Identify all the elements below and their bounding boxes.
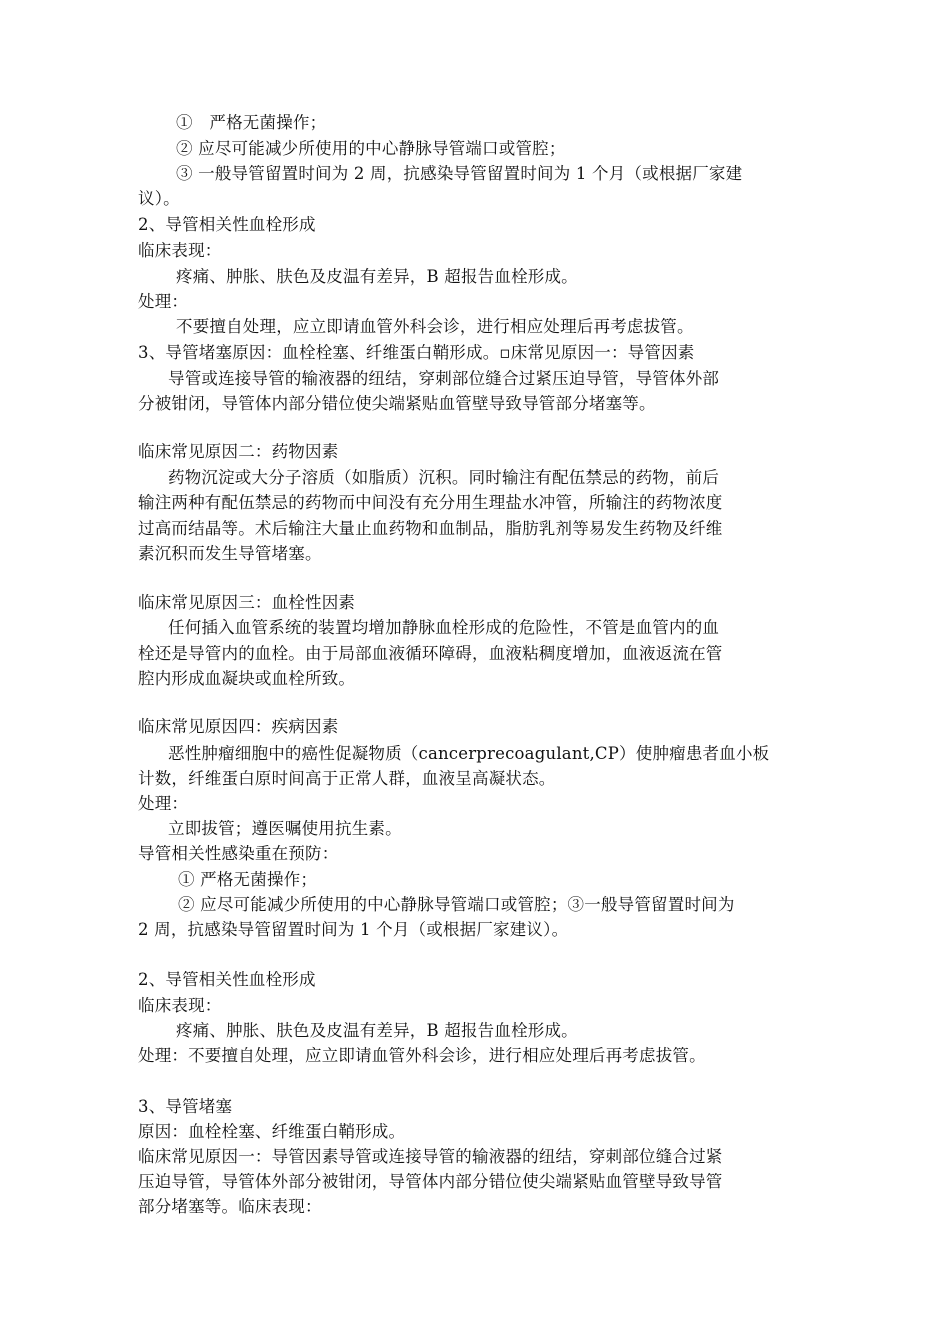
subheading: 临床常见原因三：血栓性因素: [138, 593, 356, 612]
subheading: 临床常见原因二：药物因素: [138, 442, 339, 461]
paragraph-line: 任何插入血管系统的装置均增加静脉血栓形成的危险性，不管是血管内的血: [168, 618, 720, 637]
list-item-3: ③ 一般导管留置时间为 2 周，抗感染导管留置时间为 1 个月（或根据厂家建: [176, 164, 743, 183]
subheading: 临床表现：: [138, 241, 222, 260]
paragraph-line: 分被钳闭，导管体内部分错位使尖端紧贴血管壁导致导管部分堵塞等。: [138, 394, 656, 413]
subheading: 处理：: [138, 292, 189, 311]
paragraph-line: 栓还是导管内的血栓。由于局部血液循环障碍，血液粘稠度增加，血液返流在管: [138, 644, 723, 663]
paragraph-line: 输注两种有配伍禁忌的药物而中间没有充分用生理盐水冲管，所输注的药物浓度: [138, 493, 723, 512]
subheading: 临床常见原因四：疾病因素: [138, 717, 339, 736]
paragraph-line: 过高而结晶等。术后输注大量止血药物和血制品，脂肪乳剂等易发生药物及纤维: [138, 519, 723, 538]
paragraph-line: 原因：血栓栓塞、纤维蛋白鞘形成。: [138, 1122, 406, 1141]
paragraph-line: 议）。: [138, 189, 180, 208]
paragraph-line: 临床常见原因一：导管因素导管或连接导管的输液器的纽结，穿刺部位缝合过紧: [138, 1147, 723, 1166]
paragraph-line: 疼痛、肿胀、肤色及皮温有差异，B 超报告血栓形成。: [176, 1021, 578, 1040]
list-item-1: ① 严格无菌操作；: [176, 113, 327, 132]
subheading: 处理：: [138, 794, 189, 813]
paragraph-line: 压迫导管，导管体外部分被钳闭，导管体内部分错位使尖端紧贴血管壁导致导管: [138, 1172, 723, 1191]
section-heading: 3、导管堵塞: [138, 1097, 233, 1116]
subheading: 导管相关性感染重在预防：: [138, 844, 339, 863]
paragraph-line: 恶性肿瘤细胞中的癌性促凝物质（cancerprecoagulant,CP）使肿瘤患者血小板: [168, 744, 770, 763]
subheading: 临床表现：: [138, 996, 222, 1015]
paragraph-line: 部分堵塞等。临床表现：: [138, 1197, 322, 1216]
list-item-1: ① 严格无菌操作；: [178, 870, 318, 889]
section-heading: 2、导管相关性血栓形成: [138, 970, 316, 989]
paragraph-line: 处理：不要擅自处理，应立即请血管外科会诊，进行相应处理后再考虑拔管。: [138, 1046, 706, 1065]
list-item-2: ② 应尽可能减少所使用的中心静脉导管端口或管腔；③一般导管留置时间为: [178, 895, 735, 914]
paragraph-line: 疼痛、肿胀、肤色及皮温有差异，B 超报告血栓形成。: [176, 267, 578, 286]
paragraph-line: 立即拔管；遵医嘱使用抗生素。: [168, 819, 402, 838]
paragraph-line: 2 周，抗感染导管留置时间为 1 个月（或根据厂家建议）。: [138, 920, 569, 939]
section-heading: 3、导管堵塞原因：血栓栓塞、纤维蛋白鞘形成。▫床常见原因一：导管因素: [138, 343, 695, 362]
paragraph-line: 素沉积而发生导管堵塞。: [138, 544, 322, 563]
paragraph-line: 不要擅自处理，应立即请血管外科会诊，进行相应处理后再考虑拔管。: [176, 317, 694, 336]
paragraph-line: 药物沉淀或大分子溶质（如脂质）沉积。同时输注有配伍禁忌的药物，前后: [168, 468, 720, 487]
paragraph-line: 腔内形成血凝块或血栓所致。: [138, 669, 356, 688]
paragraph-line: 导管或连接导管的输液器的纽结，穿刺部位缝合过紧压迫导管，导管体外部: [168, 369, 720, 388]
list-item-2: ② 应尽可能减少所使用的中心静脉导管端口或管腔；: [176, 139, 566, 158]
section-heading: 2、导管相关性血栓形成: [138, 215, 316, 234]
paragraph-line: 计数，纤维蛋白原时间高于正常人群，血液呈高凝状态。: [138, 769, 556, 788]
